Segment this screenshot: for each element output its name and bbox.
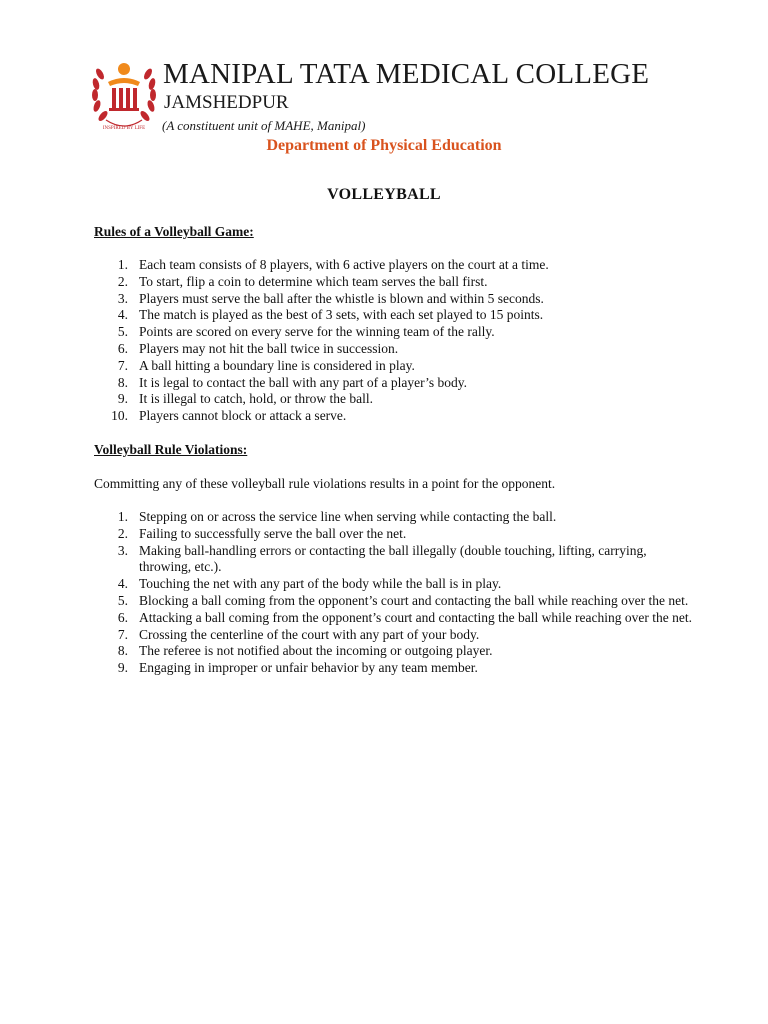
list-item [94, 627, 694, 644]
list-item [94, 291, 694, 308]
list-item [94, 375, 694, 392]
list-number: 5. [117, 592, 128, 608]
list-item [94, 408, 694, 425]
list-text: A ball hitting a boundary line is considered in play. [139, 357, 415, 373]
violations-intro: Committing any of these volleyball rule violations results in a point for the opponent. [94, 476, 556, 491]
list-text: Attacking a ball coming from the opponent’s court and contacting the ball while reaching over the net. [139, 609, 692, 625]
list-number: 1. [117, 509, 128, 524]
list-text: Crossing the centerline of the court with any part of your body. [139, 626, 480, 642]
list-item [94, 257, 694, 274]
list-item [94, 660, 694, 677]
list-text: Failing to successfully serve the ball over the net. [139, 525, 407, 541]
document-title: VOLLEYBALL [327, 186, 441, 203]
list-item [94, 509, 694, 526]
list-item [94, 543, 694, 577]
list-number: 9. [117, 391, 128, 407]
list-number: 4. [117, 307, 128, 323]
list-text: Players must serve the ball after the whistle is blown and within 5 seconds. [139, 290, 544, 306]
college-subtitle: (A constituent unit of MAHE, Manipal) [162, 118, 366, 133]
rules-list [94, 257, 694, 425]
list-number: 2. [117, 273, 128, 289]
logo-motto: INSPIRED BY LIFE [102, 126, 146, 131]
list-number: 3. [117, 290, 128, 306]
list-number: 6. [117, 340, 128, 356]
list-text: Making ball-handling errors or contacting the ball illegally (double touching, lifting, carrying, throwing, etc.). [139, 542, 647, 575]
list-text: Points are scored on every serve for the winning team of the rally. [139, 324, 495, 340]
list-item [94, 358, 694, 375]
college-city: JAMSHEDPUR [164, 92, 289, 113]
list-text: Stepping on or across the service line when serving while contacting the ball. [139, 509, 557, 524]
list-item [94, 576, 694, 593]
list-number: 7. [117, 626, 128, 642]
list-text: Touching the net with any part of the body while the ball is in play. [139, 576, 502, 592]
list-item [94, 341, 694, 358]
rules-heading: Rules of a Volleyball Game: [94, 224, 254, 239]
list-number: 7. [117, 357, 128, 373]
list-item [94, 643, 694, 660]
list-item [94, 324, 694, 341]
list-number: 1. [117, 257, 128, 272]
list-item [94, 307, 694, 324]
list-number: 6. [117, 609, 128, 625]
list-number: 2. [117, 525, 128, 541]
college-name: MANIPAL TATA MEDICAL COLLEGE [163, 58, 650, 90]
list-item [94, 526, 694, 543]
list-text: Blocking a ball coming from the opponent’s court and contacting the ball while reaching over the net. [139, 592, 689, 608]
list-text: It is illegal to catch, hold, or throw the ball. [139, 391, 373, 407]
list-item [94, 274, 694, 291]
list-item [94, 593, 694, 610]
list-number: 3. [117, 542, 128, 558]
list-number: 5. [117, 324, 128, 340]
list-text: The match is played as the best of 3 sets, with each set played to 15 points. [139, 307, 544, 323]
violations-heading: Volleyball Rule Violations: [94, 442, 248, 457]
list-number: 4. [117, 576, 128, 592]
list-item [94, 391, 694, 408]
list-text: Each team consists of 8 players, with 6 active players on the court at a time. [139, 257, 549, 272]
list-number: 9. [117, 660, 128, 676]
list-text: Players may not hit the ball twice in succession. [139, 340, 399, 356]
department-title: Department of Physical Education [266, 137, 502, 154]
list-text: Players cannot block or attack a serve. [139, 408, 347, 424]
list-number: 8. [117, 643, 128, 659]
list-text: Engaging in improper or unfair behavior by any team member. [139, 660, 478, 676]
college-logo-icon [90, 56, 158, 132]
list-text: The referee is not notified about the incoming or outgoing player. [139, 643, 493, 659]
violations-list [94, 509, 694, 677]
list-item [94, 610, 694, 627]
list-number: 10. [111, 408, 128, 424]
letterhead [90, 56, 690, 136]
list-number: 8. [117, 374, 128, 390]
list-text: To start, flip a coin to determine which team serves the ball first. [139, 273, 488, 289]
list-text: It is legal to contact the ball with any part of a player’s body. [139, 374, 468, 390]
